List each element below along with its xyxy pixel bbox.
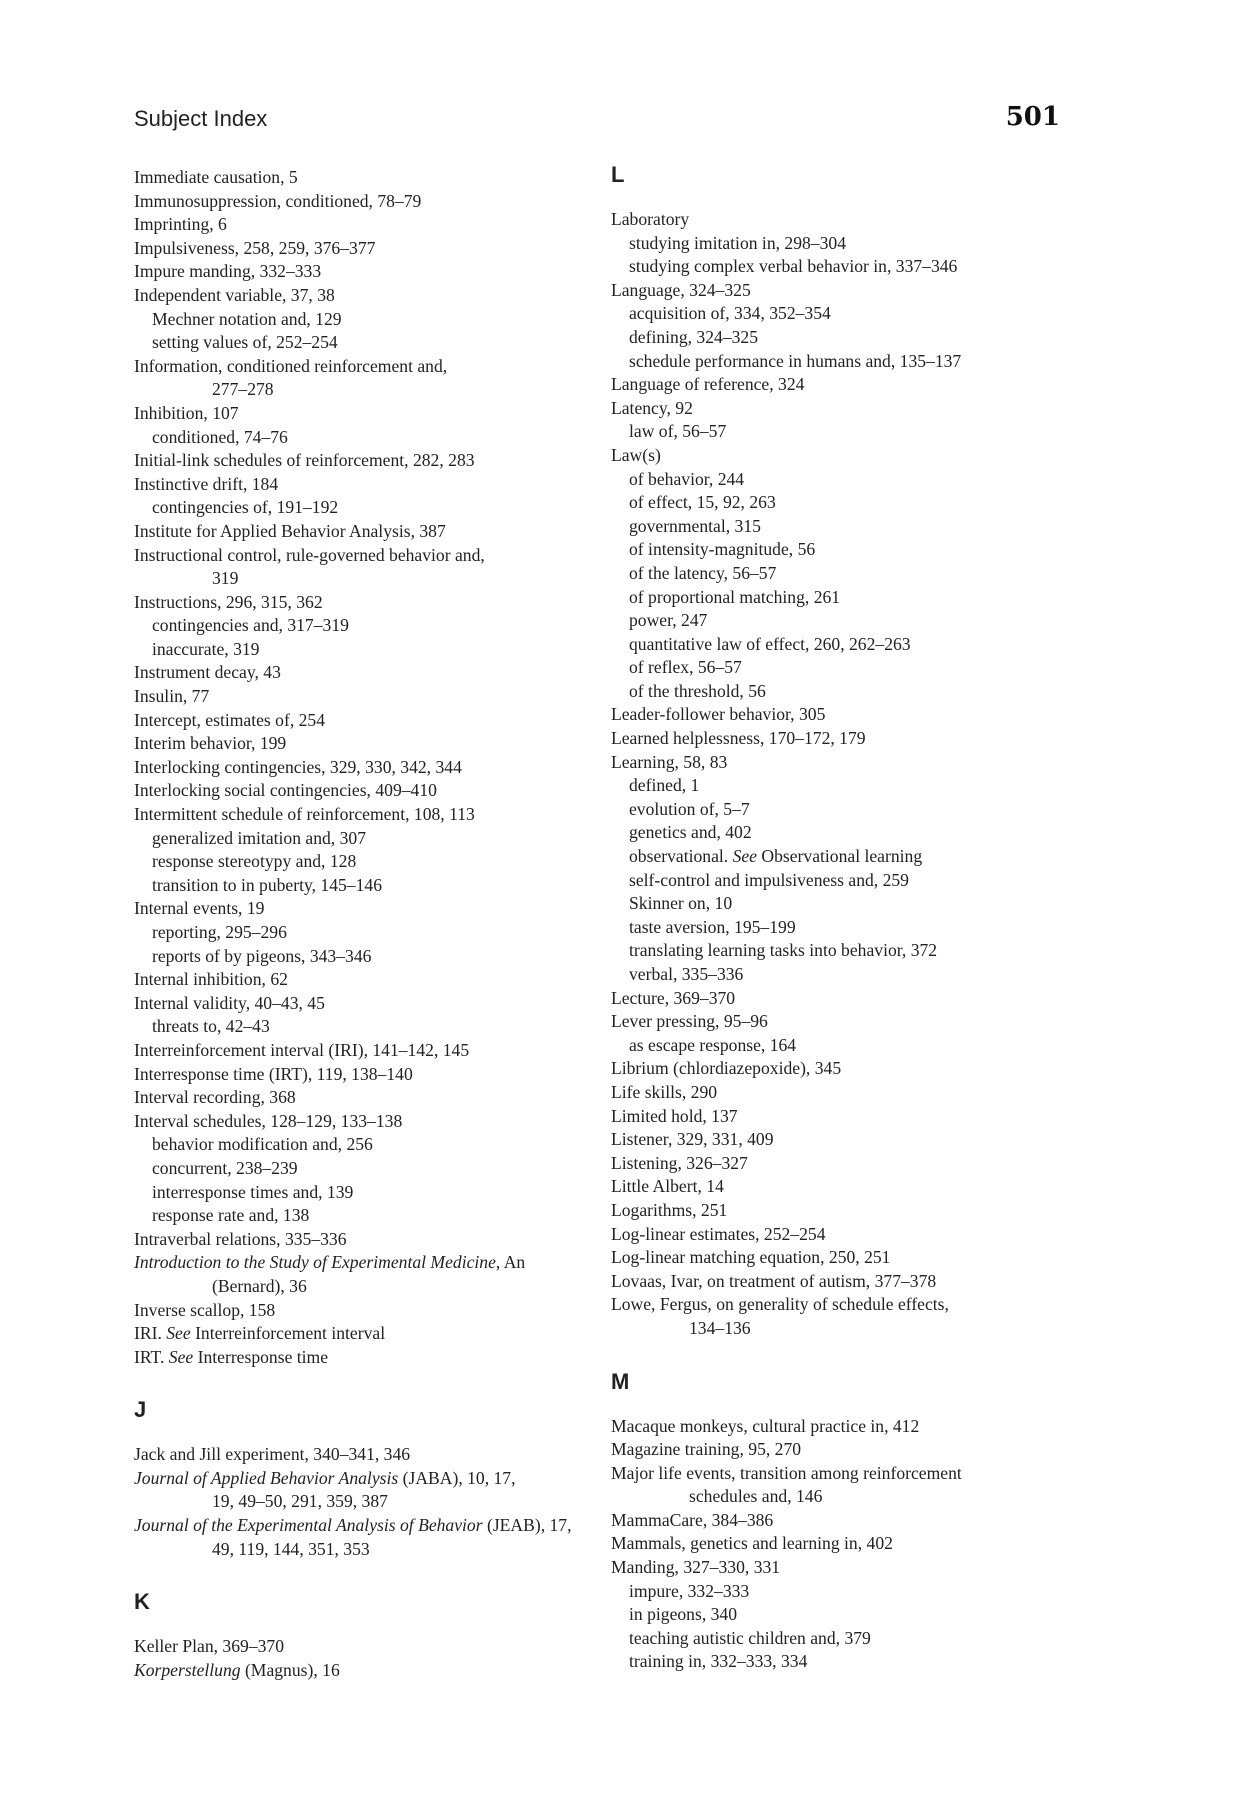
index-subentry: in pigeons, 340 bbox=[629, 1604, 738, 1625]
index-entry: Lever pressing, 95–96 bbox=[611, 1011, 768, 1032]
entries-i-tail bbox=[134, 1299, 604, 1323]
index-entry: Jack and Jill experiment, 340–341, 346 bbox=[134, 1444, 411, 1465]
index-entry: Interlocking contingencies, 329, 330, 342, 344 bbox=[134, 756, 462, 777]
index-entry: Learned helplessness, 170–172, 179 bbox=[611, 728, 866, 749]
index-entry: IRT. See Interresponse time bbox=[134, 1346, 329, 1367]
index-entry: Introduction to the Study of Experimental Medicine, An bbox=[134, 1252, 526, 1273]
section-letter-l: L bbox=[611, 162, 625, 187]
index-subentry: studying imitation in, 298–304 bbox=[629, 232, 846, 253]
index-entry: Major life events, transition among reinforcement bbox=[611, 1462, 962, 1483]
index-subentry: of the latency, 56–57 bbox=[629, 562, 777, 583]
index-entry: Interresponse time (IRT), 119, 138–140 bbox=[134, 1063, 413, 1084]
index-entry: MammaCare, 384–386 bbox=[611, 1509, 774, 1530]
index-subentry: taste aversion, 195–199 bbox=[629, 916, 796, 937]
entries-i bbox=[134, 166, 604, 1251]
index-subentry: threats to, 42–43 bbox=[152, 1016, 270, 1037]
index-subentry: impure, 332–333 bbox=[629, 1580, 750, 1601]
index-subentry: behavior modification and, 256 bbox=[152, 1134, 373, 1155]
index-subentry: translating learning tasks into behavior, 372 bbox=[629, 940, 938, 961]
index-subentry: generalized imitation and, 307 bbox=[152, 827, 366, 848]
index-entry-continuation: 319 bbox=[212, 568, 239, 589]
index-subentry: reporting, 295–296 bbox=[152, 922, 287, 942]
index-subentry: of intensity-magnitude, 56 bbox=[629, 539, 816, 560]
running-head bbox=[134, 102, 1060, 142]
index-entry: Instrument decay, 43 bbox=[134, 662, 281, 683]
index-subentry: self-control and impulsiveness and, 259 bbox=[629, 869, 909, 890]
index-entry-continuation: 49, 119, 144, 351, 353 bbox=[212, 1538, 370, 1559]
index-subentry: genetics and, 402 bbox=[629, 822, 752, 843]
index-subentry: verbal, 335–336 bbox=[629, 964, 744, 984]
index-entry: Internal inhibition, 62 bbox=[134, 969, 288, 990]
index-entry: Intraverbal relations, 335–336 bbox=[134, 1228, 347, 1249]
page-number: 501 bbox=[1005, 102, 1060, 132]
index-entry: Listening, 326–327 bbox=[611, 1152, 748, 1173]
index-entry: Inhibition, 107 bbox=[134, 402, 239, 423]
index-entry: Interval recording, 368 bbox=[134, 1087, 296, 1108]
index-subentry: governmental, 315 bbox=[629, 515, 761, 536]
index-subentry: interresponse times and, 139 bbox=[152, 1181, 354, 1202]
index-entry: Information, conditioned reinforcement and, bbox=[134, 355, 448, 376]
index-subentry: training in, 332–333, 334 bbox=[629, 1651, 808, 1672]
index-subentry: of proportional matching, 261 bbox=[629, 586, 841, 607]
index-subentry: contingencies and, 317–319 bbox=[152, 615, 349, 636]
index-entry: Manding, 327–330, 331 bbox=[611, 1557, 781, 1578]
index-entry: Little Albert, 14 bbox=[611, 1176, 724, 1197]
index-entry: Librium (chlordiazepoxide), 345 bbox=[611, 1058, 842, 1079]
running-head-title: Subject Index bbox=[134, 106, 268, 131]
index-entry: Institute for Applied Behavior Analysis, 387 bbox=[134, 520, 446, 541]
index-subentry: Mechner notation and, 129 bbox=[152, 308, 342, 329]
index-entry: Insulin, 77 bbox=[134, 686, 210, 707]
index-entry-continuation: 277–278 bbox=[212, 379, 274, 400]
index-entry: Impulsiveness, 258, 259, 376–377 bbox=[134, 237, 376, 258]
index-entry: Instinctive drift, 184 bbox=[134, 473, 279, 494]
index-subentry: schedule performance in humans and, 135–137 bbox=[629, 350, 962, 371]
index-entry: Logarithms, 251 bbox=[611, 1199, 728, 1220]
section-letter-m: M bbox=[611, 1368, 630, 1394]
index-entry: Limited hold, 137 bbox=[611, 1105, 738, 1126]
index-subentry: reports of by pigeons, 343–346 bbox=[152, 945, 372, 966]
entries-l bbox=[611, 208, 1081, 845]
index-entry: Language of reference, 324 bbox=[611, 374, 805, 395]
index-subentry: contingencies of, 191–192 bbox=[152, 497, 339, 518]
index-entry: Lowe, Fergus, on generality of schedule effects, bbox=[611, 1294, 949, 1315]
index-subentry: of effect, 15, 92, 263 bbox=[629, 492, 776, 513]
entries-m bbox=[611, 1415, 1081, 1675]
index-entry: Immediate causation, 5 bbox=[134, 167, 298, 187]
index-entry: Magazine training, 95, 270 bbox=[611, 1439, 802, 1460]
index-entry: Learning, 58, 83 bbox=[611, 751, 728, 772]
index-entry: Life skills, 290 bbox=[611, 1081, 718, 1102]
index-entry-continuation: 134–136 bbox=[689, 1317, 751, 1338]
index-entry: Journal of Applied Behavior Analysis (JABA), 10, 17, bbox=[134, 1467, 516, 1488]
index-subentry: as escape response, 164 bbox=[629, 1034, 797, 1055]
index-subentry: response stereotypy and, 128 bbox=[152, 851, 357, 872]
index-entry-continuation: schedules and, 146 bbox=[689, 1486, 823, 1507]
index-entry: Lovaas, Ivar, on treatment of autism, 377–378 bbox=[611, 1270, 937, 1291]
index-entry: Internal events, 19 bbox=[134, 898, 265, 919]
index-subentry: law of, 56–57 bbox=[629, 421, 727, 442]
index-entry: Initial-link schedules of reinforcement, 282, 283 bbox=[134, 450, 475, 471]
index-subentry: concurrent, 238–239 bbox=[152, 1157, 298, 1178]
index-subentry: transition to in puberty, 145–146 bbox=[152, 874, 382, 895]
index-entry: Intercept, estimates of, 254 bbox=[134, 709, 326, 730]
index-entry: Language, 324–325 bbox=[611, 279, 751, 300]
index-subentry: studying complex verbal behavior in, 337–346 bbox=[629, 256, 958, 277]
index-entry: Interval schedules, 128–129, 133–138 bbox=[134, 1110, 403, 1131]
index-subentry: conditioned, 74–76 bbox=[152, 426, 288, 447]
index-entry: Interlocking social contingencies, 409–410 bbox=[134, 780, 437, 801]
index-subentry: power, 247 bbox=[629, 610, 708, 631]
index-entry: IRI. See Interreinforcement interval bbox=[134, 1323, 386, 1344]
index-subentry: inaccurate, 319 bbox=[152, 638, 260, 659]
index-entry: Listener, 329, 331, 409 bbox=[611, 1129, 774, 1150]
index-entry: Korperstellung (Magnus), 16 bbox=[134, 1659, 340, 1680]
index-entry: Leader-follower behavior, 305 bbox=[611, 704, 826, 725]
index-entry: Independent variable, 37, 38 bbox=[134, 284, 335, 305]
index-entry-continuation: 19, 49–50, 291, 359, 387 bbox=[212, 1491, 388, 1512]
index-subentry: response rate and, 138 bbox=[152, 1205, 310, 1226]
index-entry: Lecture, 369–370 bbox=[611, 987, 736, 1008]
index-entry: Log-linear estimates, 252–254 bbox=[611, 1223, 826, 1244]
section-letter-k: K bbox=[134, 1589, 150, 1615]
index-entry: Intermittent schedule of reinforcement, 108, 113 bbox=[134, 804, 475, 825]
left-column bbox=[134, 166, 604, 1682]
index-subentry: of the threshold, 56 bbox=[629, 680, 766, 701]
index-subentry: defining, 324–325 bbox=[629, 326, 759, 347]
index-entry: Mammals, genetics and learning in, 402 bbox=[611, 1533, 893, 1554]
index-subentry: of reflex, 56–57 bbox=[629, 657, 742, 678]
index-subentry: evolution of, 5–7 bbox=[629, 798, 750, 819]
index-entry: Immunosuppression, conditioned, 78–79 bbox=[134, 190, 422, 211]
index-entry: Law(s) bbox=[611, 444, 661, 465]
index-entry: Instructions, 296, 315, 362 bbox=[134, 591, 323, 612]
index-entry: Macaque monkeys, cultural practice in, 412 bbox=[611, 1415, 920, 1436]
index-entry: Imprinting, 6 bbox=[134, 214, 227, 235]
index-subentry: observational. See Observational learning bbox=[629, 846, 923, 867]
index-subentry: acquisition of, 334, 352–354 bbox=[629, 303, 831, 324]
index-subentry: quantitative law of effect, 260, 262–263 bbox=[629, 633, 911, 654]
index-subentry: defined, 1 bbox=[629, 775, 700, 796]
index-subentry: setting values of, 252–254 bbox=[152, 332, 338, 353]
entries-l-2 bbox=[611, 869, 1081, 1341]
index-entry: Journal of the Experimental Analysis of Behavior (JEAB), 17, bbox=[134, 1515, 572, 1536]
section-letter-j: J bbox=[134, 1397, 147, 1423]
index-entry: Laboratory bbox=[611, 209, 690, 229]
index-entry: Internal validity, 40–43, 45 bbox=[134, 992, 325, 1013]
index-subentry: teaching autistic children and, 379 bbox=[629, 1627, 871, 1648]
index-entry: Impure manding, 332–333 bbox=[134, 261, 322, 282]
right-column bbox=[611, 160, 1081, 1674]
index-entry: Inverse scallop, 158 bbox=[134, 1299, 276, 1320]
index-entry: Interreinforcement interval (IRI), 141–142, 145 bbox=[134, 1039, 470, 1060]
index-entry: Log-linear matching equation, 250, 251 bbox=[611, 1247, 891, 1268]
index-entry: Keller Plan, 369–370 bbox=[134, 1636, 285, 1657]
index-subentry: Skinner on, 10 bbox=[629, 893, 733, 914]
index-subentry: of behavior, 244 bbox=[629, 468, 745, 489]
index-entry: Latency, 92 bbox=[611, 397, 693, 418]
index-entry: Instructional control, rule-governed behavior and, bbox=[134, 544, 485, 565]
index-entry-continuation: (Bernard), 36 bbox=[212, 1275, 307, 1296]
index-entry: Interim behavior, 199 bbox=[134, 733, 287, 754]
